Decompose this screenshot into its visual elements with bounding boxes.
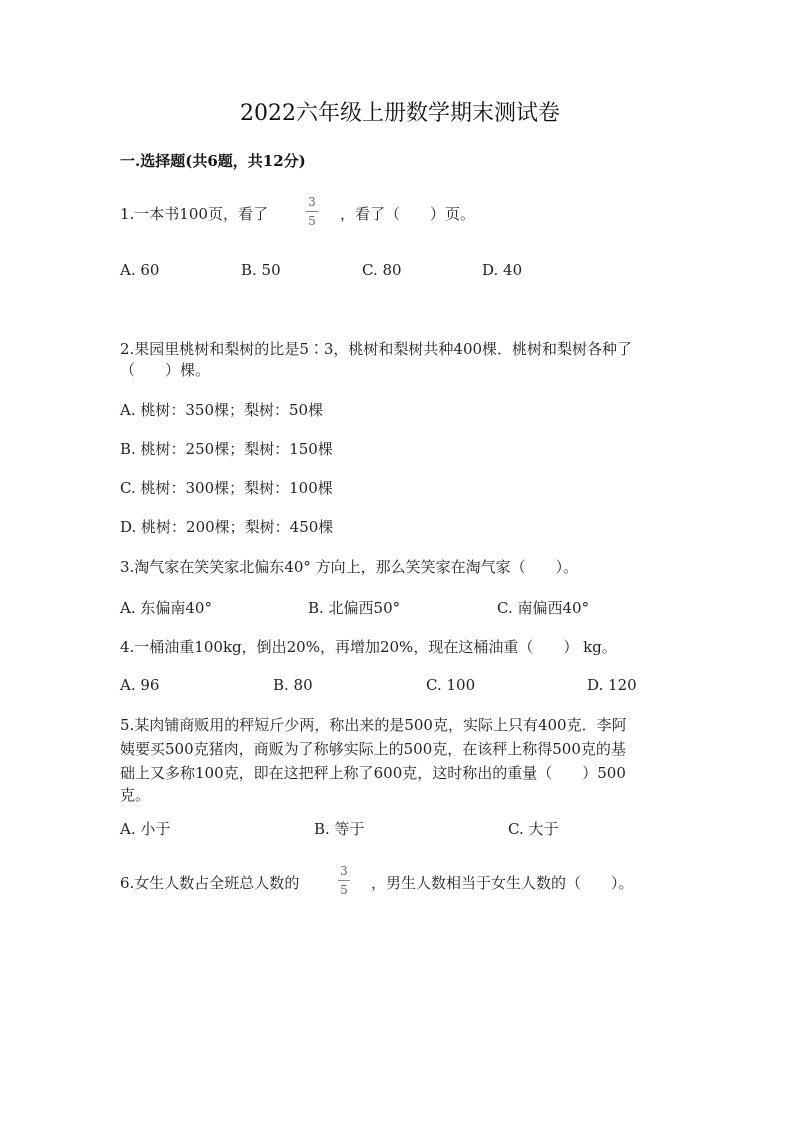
section-heading: 一.选择题(共6题，共12分) [120, 152, 306, 170]
option-b: B. 80 [273, 676, 313, 694]
question-5-line-2: 姨要买500克猪肉，商贩为了称够实际上的500克，在该秤上称得500克的基 [120, 740, 626, 758]
fraction-bar [306, 211, 318, 212]
option-a: A. 96 [120, 676, 160, 694]
option-c: C. 大于 [508, 820, 559, 838]
fraction [334, 865, 354, 896]
option-c: C. 南偏西40° [497, 599, 590, 617]
question-6-text-end: ，男生人数相当于女生人数的（ ）。 [371, 874, 634, 892]
option-a: A. 桃树：350棵；梨树：50棵 [120, 401, 324, 419]
question-3-text: 3.淘气家在笑笑家北偏东40° 方向上，那么笑笑家在淘气家（ ）。 [120, 558, 579, 576]
fraction-numerator: 3 [340, 864, 348, 878]
option-c: C. 80 [362, 261, 402, 279]
option-c: C. 桃树：300棵；梨树：100棵 [120, 479, 333, 497]
option-b: B. 50 [241, 261, 281, 279]
option-a: A. 小于 [120, 820, 171, 838]
question-5-line-3: 础上又多称100克，即在这把秤上称了600克，这时称出的重量（ ）500 [120, 764, 626, 782]
question-1-text-start: 1.一本书100页，看了 [120, 205, 268, 223]
question-4-text: 4.一桶油重100kg，倒出20%，再增加20%，现在这桶油重（ ） kg。 [120, 638, 617, 656]
fraction-denominator: 5 [308, 214, 316, 228]
option-b: B. 等于 [314, 820, 365, 838]
question-6-text-start: 6.女生人数占全班总人数的 [120, 874, 300, 892]
option-a: A. 60 [120, 261, 160, 279]
question-1-text-end: ，看了（ ）页。 [340, 205, 476, 223]
option-b: B. 桃树：250棵；梨树：150棵 [120, 440, 333, 458]
question-2-line-1: 2.果园里桃树和梨树的比是5∶3，桃树和梨树共种400棵．桃树和梨树各种了 [120, 340, 633, 358]
fraction-numerator: 3 [308, 195, 316, 209]
fraction-bar [338, 880, 350, 881]
question-5-line-4: 克。 [120, 786, 151, 804]
fraction [302, 196, 322, 227]
option-c: C. 100 [426, 676, 476, 694]
fraction-denominator: 5 [340, 883, 348, 897]
option-d: D. 120 [587, 676, 637, 694]
page-title: 2022六年级上册数学期末测试卷 [240, 101, 560, 126]
option-d: D. 桃树：200棵；梨树：450棵 [120, 518, 334, 536]
option-d: D. 40 [482, 261, 523, 279]
option-b: B. 北偏西50° [308, 599, 401, 617]
option-a: A. 东偏南40° [120, 599, 212, 617]
question-5-line-1: 5.某肉铺商贩用的秤短斤少两，称出来的是500克，实际上只有400克．李阿 [120, 716, 627, 734]
question-2-line-2: （ ）棵。 [120, 361, 211, 379]
